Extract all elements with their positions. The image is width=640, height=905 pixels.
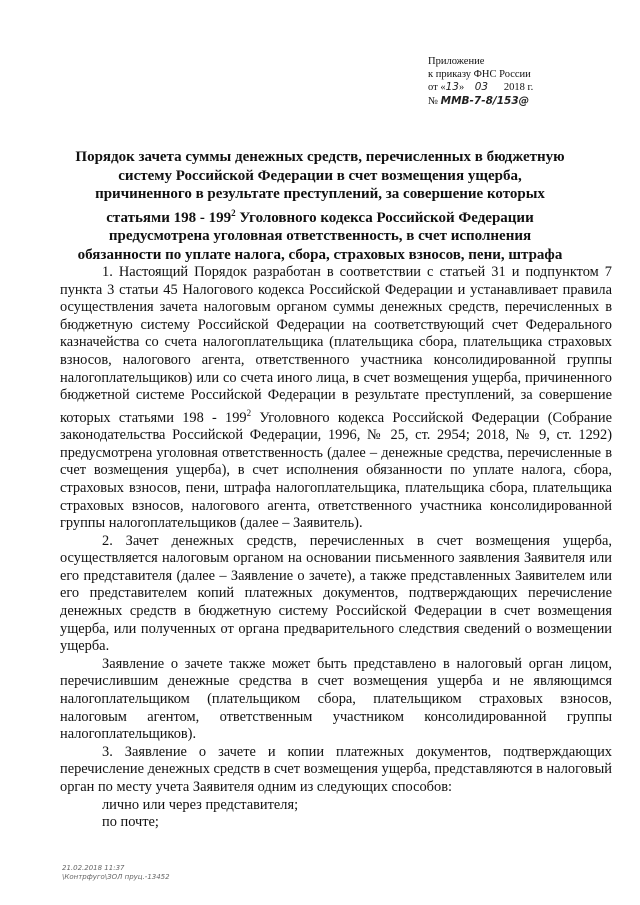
appendix-label: Приложение — [428, 56, 485, 67]
date-day: 13 — [445, 81, 459, 93]
footer-stamp — [62, 864, 262, 882]
order-reference: к приказу ФНС России — [428, 68, 531, 80]
paragraph-4: 3. Заявление о зачете и копии платежных документов, подтверждающих перечисление денежных средств в счет возмещения ущерба, представляются в налоговый орган по месту учета Заявителя одним из следующих способов: — [60, 743, 612, 796]
footer-timestamp: 21.02.2018 11:37 — [62, 864, 125, 872]
footer-path: \Контрфуго\ЗОЛ пруц.-13452 — [62, 873, 170, 881]
order-number: № ММВ-7-8/153@ — [428, 94, 530, 107]
document-body — [60, 264, 612, 832]
paragraph-2: 2. Зачет денежных средств, перечисленных в счет возмещения ущерба, осуществляется налоговым органом на основании письменного заявления Заявителя или его представителя (далее – Заявление о зачете), а также представленных Заявителем или его представителем копий платежных документов, подтверждающих перечисление денежных средств в бюджетную систему Российской Федерации в счет возмещения ущерба, или полученных от органа предварительного следствия сведений о возмещении ущерба. — [60, 532, 612, 655]
appendix-block — [428, 56, 598, 108]
paragraph-3: Заявление о зачете также может быть представлено в налоговый орган лицом, перечислившим денежные средства в счет возмещения ущерба и не являющимся налогоплательщиком (плательщиком сбора, плательщиком страховых взносов, налоговым агентом, ответственным участником консолидированной группы налогоплательщиков). — [60, 655, 612, 743]
order-number-value: ММВ-7-8/153@ — [440, 94, 530, 107]
order-date: от «13» 03 2018 г. — [428, 81, 534, 93]
list-item-by-mail: по почте; — [102, 814, 159, 831]
date-month: 03 — [474, 81, 489, 93]
date-year: 2018 г. — [503, 82, 534, 93]
list-item-in-person: лично или через представителя; — [102, 796, 299, 813]
document-title: Порядок зачета суммы денежных средств, перечисленных в бюджетную систему Российской Федерации в счет возмещения ущерба, причиненного в результате преступлений, за совершение которых статьями $198 - 199^2$ Уголовного кодекса Российской Федерации предусмотрена уголовная ответственность, в счет исполнения обязанности по уплате налога, сбора, страховых взносов, пени, штрафа — [75, 149, 565, 263]
paragraph-1: 1. Настоящий Порядок разработан в соответствии с статьей 31 и подпунктом 7 пункта 3 статьи 45 Налогового кодекса Российской Федерации и устанавливает правила осуществления зачета налоговым органом суммы денежных средств, перечисленных в бюджетную систему Российской Федерации на соответствующий счет Федерального казначейства со счета налогоплательщика (плательщика сбора, плательщика страховых взносов, налогового агента, ответственного участника консолидированной группы налогоплательщиков) или со счета иного лица, в счет возмещения ущерба, причиненного бюджетной системе Российской Федерации в результате преступлений, за совершение которых статьями $198 - 199^2$ Уголовного кодекса Российской Федерации (Собрание законодательства Российской Федерации, 1996, № 25, ст. 2954; 2018, № 9, ст. 1292) предусмотрена уголовная ответственность (далее – денежные средства, перечисленные в счет возмещения ущерба), в счет исполнения обязанности по уплате налога, сбора, страховых взносов, пени, штрафа налогоплательщика, плательщика сбора, плательщика страховых взносов, налогового агента, ответственного участника консолидированной группы налогоплательщиков (далее – Заявитель). — [60, 264, 613, 532]
